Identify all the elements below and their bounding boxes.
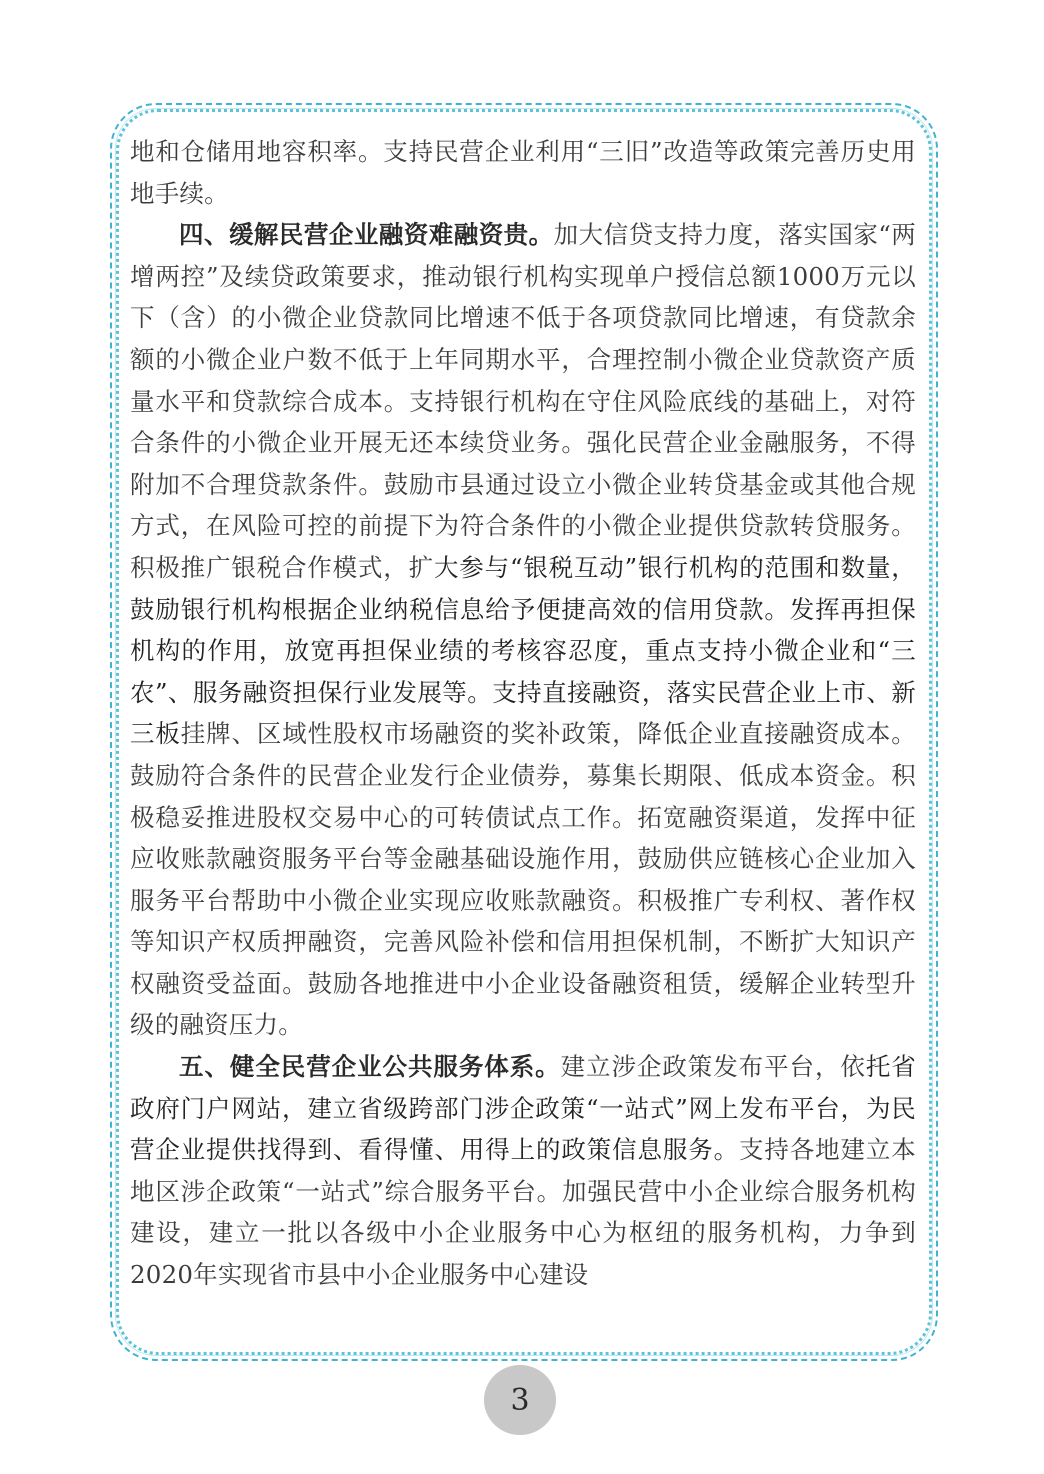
section-heading-5: 五、健全民营企业公共服务体系。 [179, 1052, 561, 1082]
page-number: 3 [510, 1382, 530, 1418]
paragraph-3-dark-text: 托省政府门户网站，建立省级跨部门涉企政策“一站式”网上发布平台，为民营企业提供找得到、看得懂、用得上的政策信息服务。 [130, 1052, 916, 1165]
paragraph-1-text: 地和仓储用地容积率。支持民营企业利用“三旧”改造等政策完善历史用地手续。 [130, 137, 916, 208]
paragraph-2 [130, 214, 916, 1046]
paragraph-2-tail: 挂牌、区域性股权市场融资的奖补政策，降低企业直接融资成本。鼓励符合条件的民营企业发行企业债券，募集长期限、低成本资金。积极稳妥推进股权交易中心的可转债试点工作。拓宽融资渠道，发挥中征应收账款融资服务平台等金融基础设施作用，鼓励供应链核心企业加入服务平台帮助中小微企业实现应收账款融资。积极推广专利权、著作权等知识产权质押融资，完善风险补偿和信用担保机制，不断扩大知识产权融资受益面。鼓励各地推进中小企业设备融资租赁，缓解企业转型升级的融资压力。 [130, 719, 917, 1040]
paragraph-3 [130, 1046, 916, 1296]
paragraph-1 [130, 131, 916, 214]
page-number-badge [484, 1365, 556, 1435]
section-heading-4: 四、缓解民营企业融资难融资贵。 [179, 220, 554, 250]
document-body [130, 131, 916, 1296]
paragraph-2-dark-text: 大参与“银税互动”银行机构的范围和数量，鼓励银行机构根据企业纳税信息给予便捷高效的信用贷款。发挥再担保机构的作用，放宽再担保业绩的考核容忍度，重点支持小微企业和“三农”、服务融资担保行业发展等。支持直接融资，落实民营企业上市、新三板 [130, 552, 916, 749]
paragraph-3-tail: 支持各地建立本地区涉企政策“一站式”综合服务平台。加强民营中小企业综合服务机构建设，建立一批以各级中小企业服务中心为枢纽的服务机构，力争到2020年实现省市县中小企业服务中心建设 [130, 1135, 916, 1290]
paragraph-2-text: 加大信贷支持力度，落实国家“两增两控”及续贷政策要求，推动银行机构实现单户授信总额1000万元以下（含）的小微企业贷款同比增速不低于各项贷款同比增速，有贷款余额的小微企业户数不低于上年同期水平，合理控制小微企业贷款资产质量水平和贷款综合成本。支持银行机构在守住风险底线的基础上，对符合条件的小微企业开展无还本续贷业务。强化民营企业金融服务，不得附加不合理贷款条件。鼓励市县通过设立小微企业转贷基金或其他合规方式，在风险可控的前提下为符合条件的小微企业提供贷款转贷服务。积极推广银税合作模式，扩 [130, 220, 916, 582]
paragraph-3-text: 建立涉企政策发布平台，依 [560, 1052, 866, 1082]
